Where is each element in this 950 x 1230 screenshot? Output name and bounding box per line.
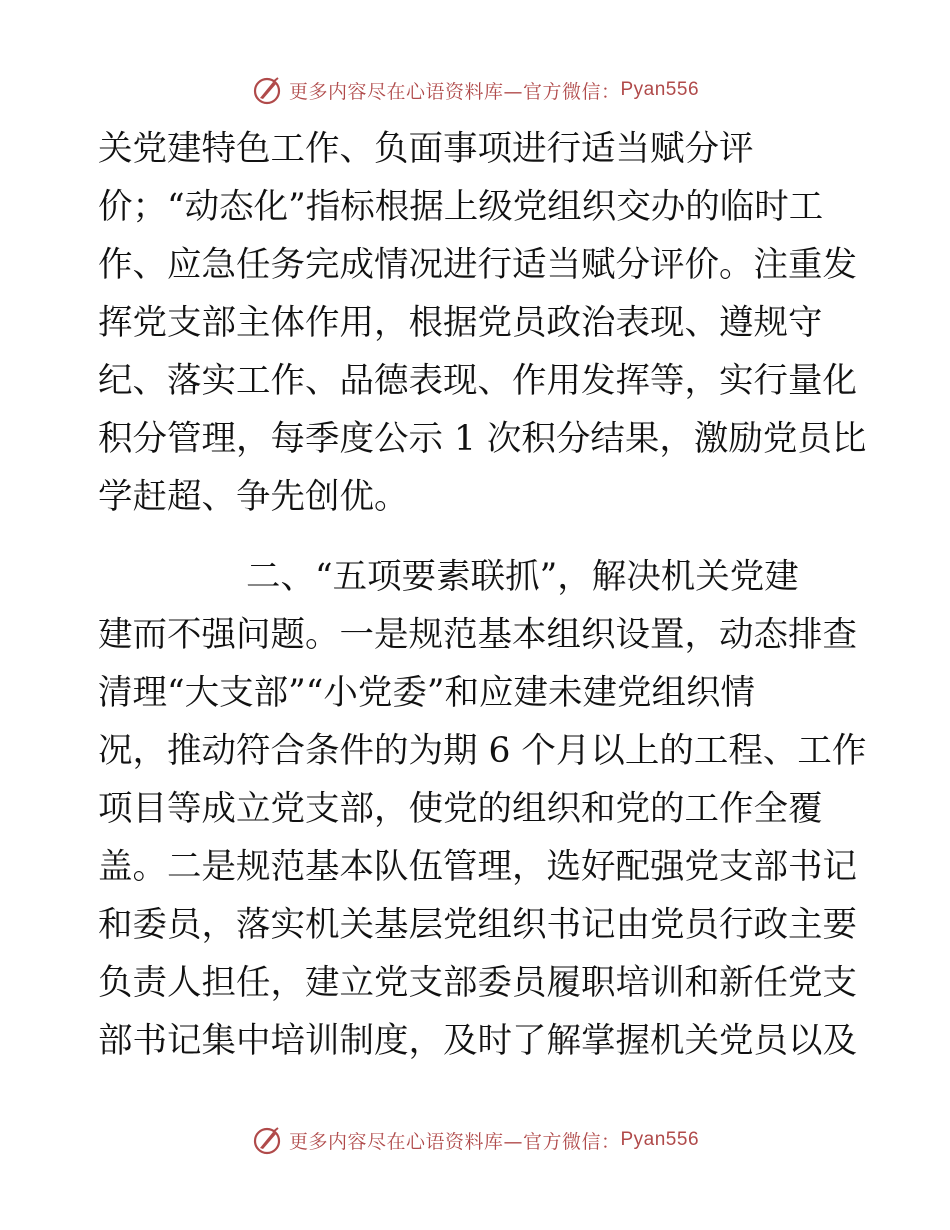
section-heading-line: 二、“五项要素联抓”，解决机关党建	[246, 557, 799, 597]
text-line: 况，推动符合条件的为期 6 个月以上的工程、工作	[98, 731, 867, 771]
watermark-text: 更多内容尽在心语资料库—官方微信：	[288, 80, 621, 103]
text-line: 挥党支部主体作用，根据党员政治表现、遵规守	[98, 303, 823, 343]
text-line: 负责人担任，建立党支部委员履职培训和新任党支	[98, 963, 857, 1003]
text-line: 项目等成立党支部，使党的组织和党的工作全覆	[98, 789, 823, 829]
text-line: 学赶超、争先创优。	[98, 477, 409, 517]
text-line: 价；“动态化”指标根据上级党组织交办的临时工	[98, 187, 824, 227]
text-line: 盖。二是规范基本队伍管理，选好配强党支部书记	[98, 847, 857, 887]
text-line: 建而不强问题。一是规范基本组织设置，动态排查	[98, 615, 857, 655]
text-line: 部书记集中培训制度，及时了解掌握机关党员以及	[98, 1021, 857, 1061]
text-line: 纪、落实工作、品德表现、作用发挥等，实行量化	[98, 361, 857, 401]
paragraph-gap	[98, 526, 858, 548]
watermark-text: 更多内容尽在心语资料库—官方微信：	[288, 1130, 621, 1153]
text-line: 作、应急任务完成情况进行适当赋分评价。注重发	[98, 245, 857, 285]
footer-watermark	[0, 1122, 950, 1158]
text-line: 清理“大支部”“小党委”和应建未建党组织情	[98, 673, 756, 713]
text-line: 积分管理，每季度公示 1 次积分结果，激励党员比	[98, 419, 867, 459]
text-line: 关党建特色工作、负面事项进行适当赋分评	[98, 129, 754, 169]
feather-pen-icon	[251, 74, 283, 106]
document-body	[98, 120, 867, 1070]
header-watermark	[0, 72, 950, 108]
feather-pen-icon	[251, 1124, 283, 1156]
watermark-wechat-id: Pyan556	[620, 1129, 700, 1150]
watermark-wechat-id: Pyan556	[620, 79, 700, 100]
text-line: 和委员，落实机关基层党组织书记由党员行政主要	[98, 905, 857, 945]
